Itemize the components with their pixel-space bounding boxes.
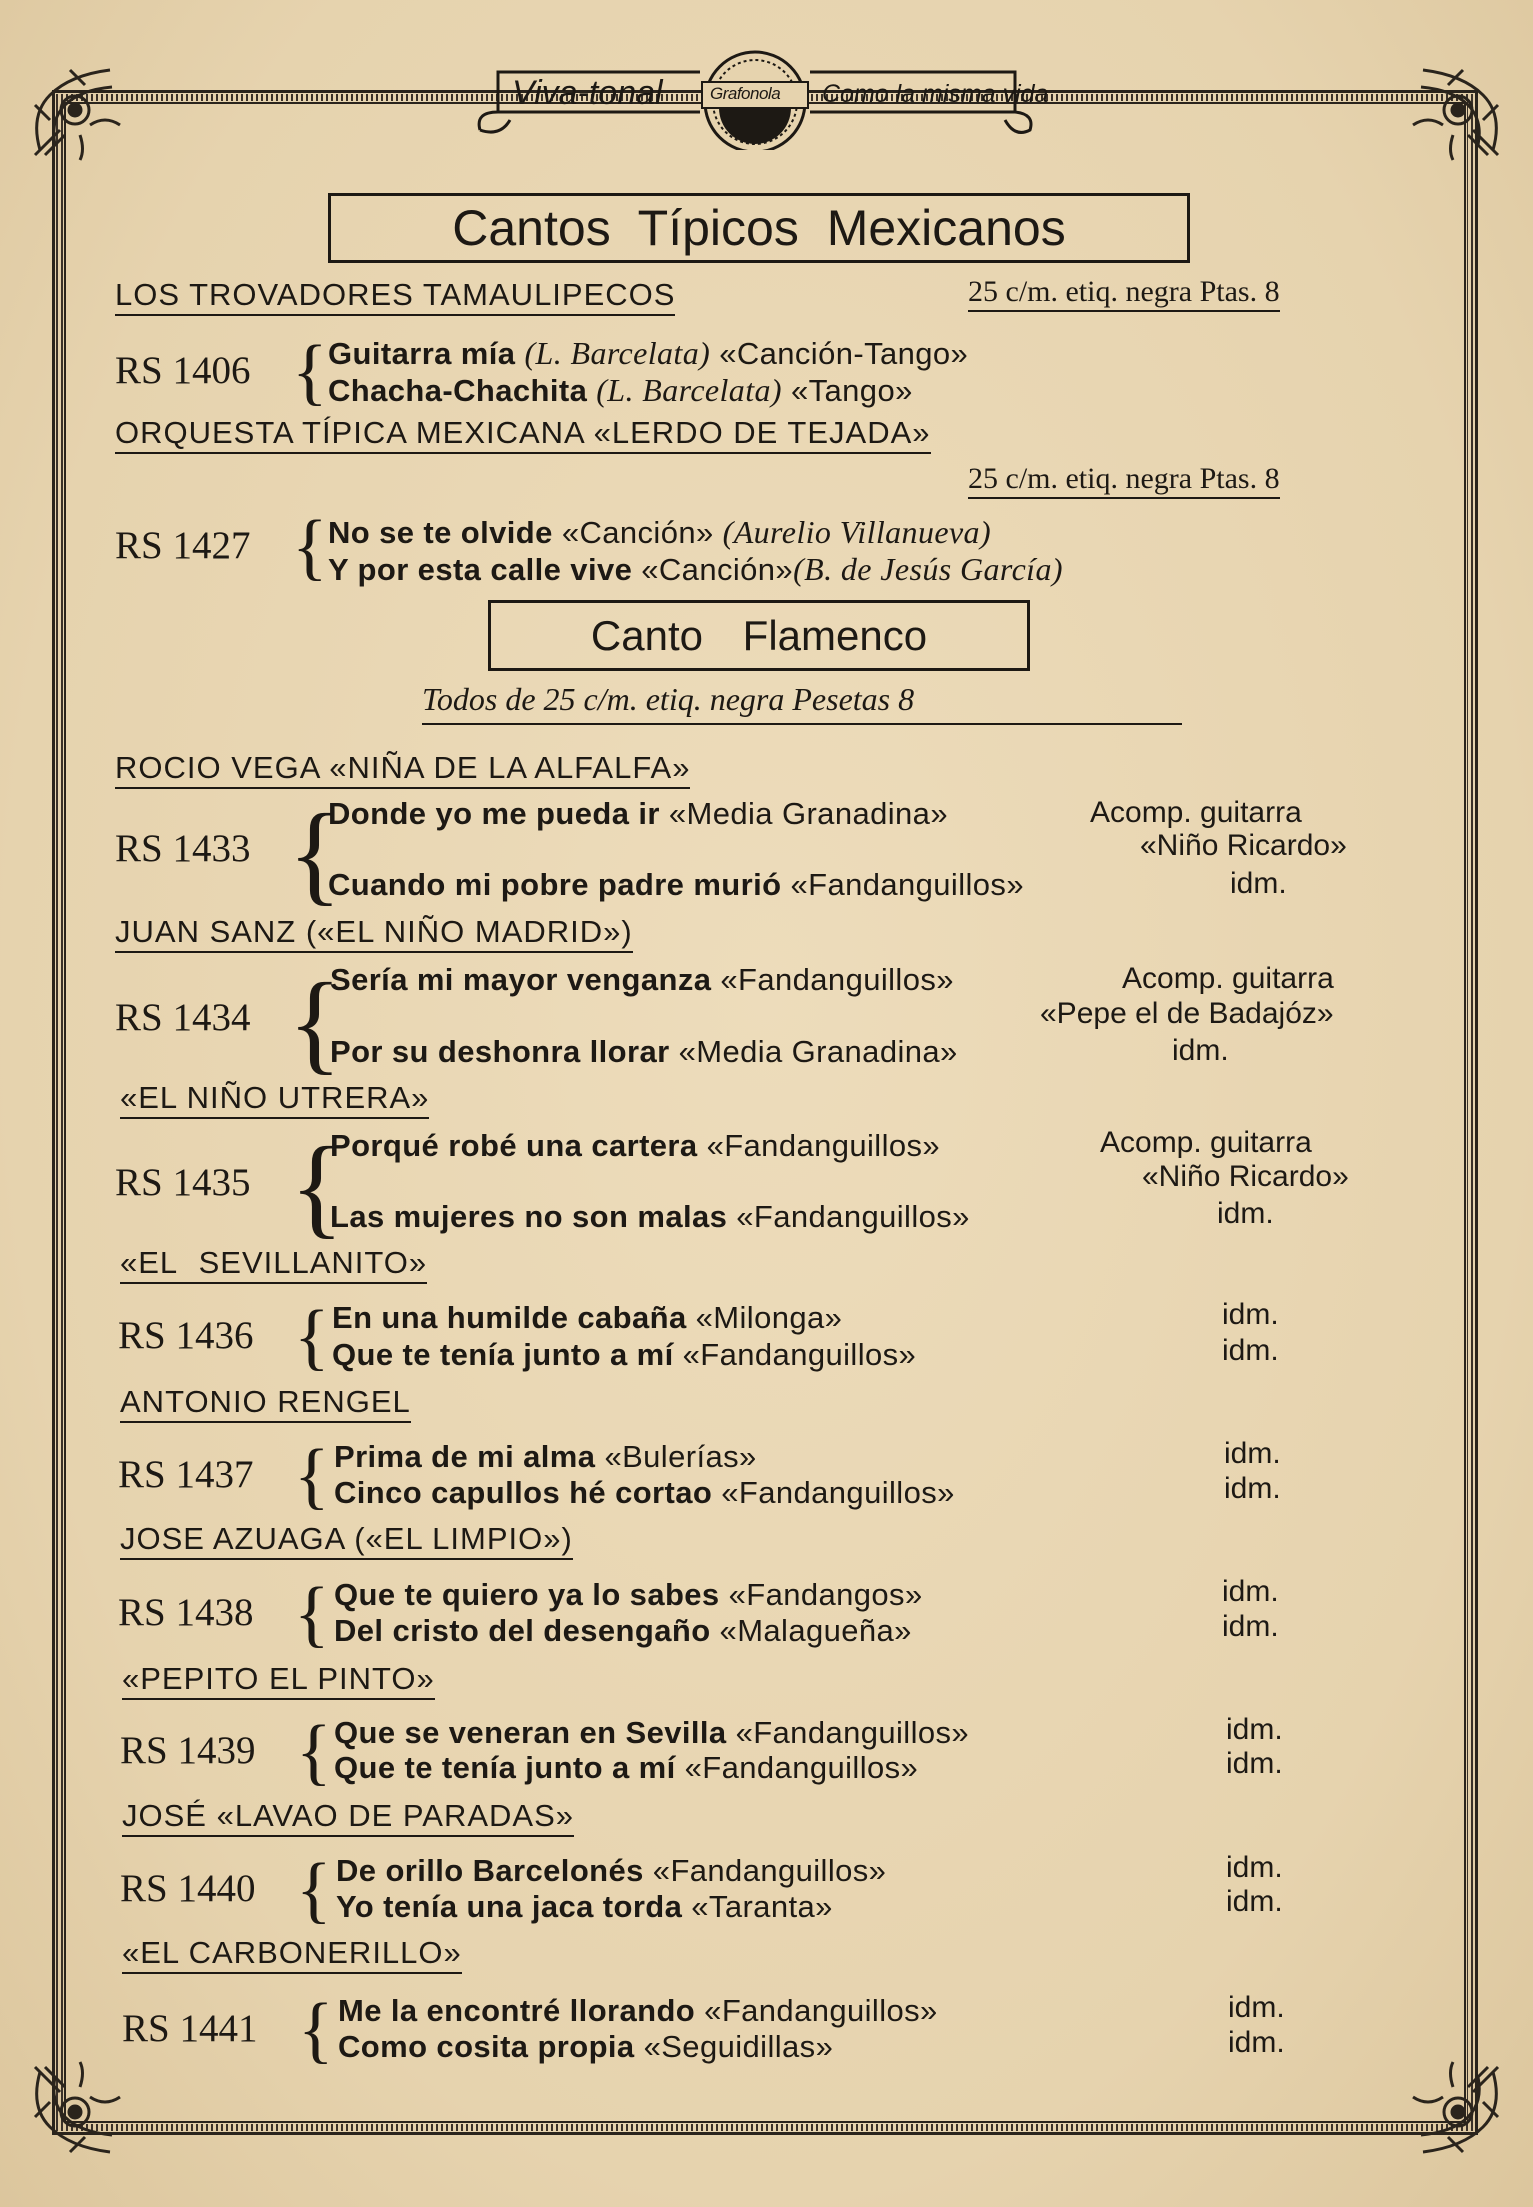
song-name: Que te tenía junto a mí — [334, 1750, 676, 1785]
song-name: Y por esta calle vive — [328, 552, 633, 587]
song-genre: «Tango» — [790, 373, 913, 408]
catalog-number: RS 1438 — [118, 1591, 254, 1634]
brace: { — [296, 1711, 332, 1793]
idem-mark: idm. — [1224, 1437, 1281, 1470]
song-name: Las mujeres no son malas — [330, 1199, 728, 1234]
song-title — [338, 2029, 833, 2065]
song-genre: «Malagueña» — [719, 1613, 912, 1648]
catalog-number: RS 1440 — [120, 1867, 256, 1910]
banner-right-text: Como la misma vida — [822, 80, 1049, 108]
song-name: Que te quiero ya lo sabes — [334, 1577, 720, 1612]
song-name: Chacha-Chachita — [328, 373, 588, 408]
song-title — [338, 1993, 938, 2029]
song-genre: «Fandanguillos» — [735, 1715, 970, 1750]
catalog-number: RS 1441 — [122, 2007, 258, 2050]
song-title — [328, 514, 991, 551]
song-genre: «Taranta» — [691, 1889, 833, 1924]
section-title-flamenco: Canto Flamenco — [488, 600, 1030, 671]
catalog-number: RS 1437 — [118, 1453, 254, 1496]
song-genre: «Fandanguillos» — [704, 1993, 938, 2028]
artist-heading: «PEPITO EL PINTO» — [122, 1661, 435, 1700]
price-label: 25 c/m. etiq. negra Ptas. 8 — [968, 275, 1280, 312]
song-genre: «Fandanguillos» — [721, 1475, 955, 1510]
song-author: (B. de Jesús García) — [793, 551, 1063, 587]
catalog-number: RS 1435 — [115, 1161, 251, 1204]
song-author: (Aurelio Villanueva) — [722, 514, 992, 550]
banner-brand: Grafonola — [710, 84, 781, 103]
idem-mark: idm. — [1217, 1197, 1274, 1230]
song-title — [334, 1613, 912, 1649]
brace: { — [290, 1125, 344, 1249]
artist-heading: JOSÉ «LAVAO DE PARADAS» — [122, 1798, 574, 1837]
song-genre: «Fandanguillos» — [682, 1337, 917, 1372]
song-name: Que te tenía junto a mí — [332, 1337, 674, 1372]
artist-heading: «EL SEVILLANITO» — [120, 1245, 427, 1284]
idem-mark: idm. — [1226, 1885, 1283, 1918]
artist-heading: «EL CARBONERILLO» — [122, 1935, 462, 1974]
idem-mark: idm. — [1222, 1298, 1279, 1331]
song-title — [334, 1750, 918, 1786]
artist-heading: LOS TROVADORES TAMAULIPECOS — [115, 277, 675, 316]
brace: { — [296, 1849, 332, 1931]
catalog-number: RS 1406 — [115, 349, 251, 392]
song-genre: «Fandanguillos» — [706, 1128, 941, 1163]
guitarist-name: «Niño Ricardo» — [1140, 829, 1347, 862]
section-subtitle: Todos de 25 c/m. etiq. negra Pesetas 8 — [422, 681, 915, 717]
song-name: Yo tenía una jaca torda — [336, 1889, 683, 1924]
brace: { — [288, 961, 342, 1085]
song-title — [334, 1439, 757, 1475]
song-genre: «Fandanguillos» — [684, 1750, 919, 1785]
brace: { — [292, 331, 328, 413]
song-title — [334, 1715, 969, 1751]
subtitle-underline — [422, 723, 1182, 725]
catalog-number: RS 1434 — [115, 996, 251, 1039]
song-genre: «Fandanguillos» — [790, 867, 1024, 902]
song-name: Prima de mi alma — [334, 1439, 596, 1474]
idem-mark: idm. — [1228, 2026, 1285, 2059]
song-genre: «Canción» — [561, 515, 714, 550]
artist-heading: JUAN SANZ («EL NIÑO MADRID») — [115, 914, 633, 953]
idem-mark: idm. — [1226, 1851, 1283, 1884]
idem-mark: idm. — [1222, 1575, 1279, 1608]
song-genre: «Fandanguillos» — [652, 1853, 887, 1888]
accompaniment-label: Acomp. guitarra — [1100, 1126, 1312, 1159]
song-title — [328, 372, 913, 409]
catalog-number: RS 1436 — [118, 1314, 254, 1357]
brace: { — [294, 1435, 330, 1517]
song-title — [336, 1889, 833, 1925]
idem-mark: idm. — [1228, 1991, 1285, 2024]
song-name: No se te olvide — [328, 515, 553, 550]
idem-mark: idm. — [1230, 867, 1287, 900]
song-title — [332, 1337, 916, 1373]
song-name: Guitarra mía — [328, 336, 516, 371]
song-genre: «Media Granadina» — [678, 1034, 958, 1069]
idem-mark: idm. — [1226, 1713, 1283, 1746]
song-title — [334, 1475, 955, 1511]
song-title — [330, 1128, 940, 1164]
idem-mark: idm. — [1222, 1610, 1279, 1643]
banner-left-text: Viva-tonal — [512, 74, 663, 112]
song-author: (L. Barcelata) — [596, 372, 782, 408]
artist-heading: ORQUESTA TÍPICA MEXICANA «LERDO DE TEJADA» — [115, 415, 931, 454]
accompaniment-label: Acomp. guitarra — [1122, 962, 1334, 995]
brace: { — [294, 1296, 330, 1378]
song-title — [330, 1199, 970, 1235]
song-genre: «Canción-Tango» — [719, 336, 969, 371]
guitarist-name: «Pepe el de Badajóz» — [1040, 997, 1334, 1030]
song-genre: «Fandanguillos» — [736, 1199, 970, 1234]
song-title — [332, 1300, 842, 1336]
song-title — [328, 335, 968, 372]
song-genre: «Media Granadina» — [668, 796, 948, 831]
song-title — [336, 1853, 886, 1889]
song-genre: «Seguidillas» — [643, 2029, 834, 2064]
song-name: Donde yo me pueda ir — [328, 796, 660, 831]
song-name: Como cosita propia — [338, 2029, 635, 2064]
artist-heading: JOSE AZUAGA («EL LIMPIO») — [120, 1521, 573, 1560]
idem-mark: idm. — [1224, 1472, 1281, 1505]
song-title — [328, 796, 948, 832]
brace: { — [298, 1989, 334, 2071]
artist-heading: ANTONIO RENGEL — [120, 1384, 411, 1423]
catalog-number: RS 1427 — [115, 524, 251, 567]
song-title — [334, 1577, 923, 1613]
brace: { — [288, 792, 342, 916]
song-name: Me la encontré llorando — [338, 1993, 696, 2028]
artist-heading: ROCIO VEGA «NIÑA DE LA ALFALFA» — [115, 750, 690, 789]
song-genre: «Canción» — [641, 552, 794, 587]
song-name: Sería mi mayor venganza — [330, 962, 712, 997]
idem-mark: idm. — [1172, 1034, 1229, 1067]
song-title — [330, 962, 954, 998]
section-title-mexicanos: Cantos Típicos Mexicanos — [328, 193, 1190, 263]
brace: { — [292, 506, 328, 588]
artist-heading: «EL NIÑO UTRERA» — [120, 1080, 429, 1119]
song-name: Que se veneran en Sevilla — [334, 1715, 727, 1750]
song-name: Porqué robé una cartera — [330, 1128, 698, 1163]
song-title — [328, 551, 1063, 588]
song-name: De orillo Barcelonés — [336, 1853, 644, 1888]
song-name: Por su deshonra llorar — [330, 1034, 670, 1069]
catalog-number: RS 1439 — [120, 1729, 256, 1772]
song-genre: «Fandanguillos» — [720, 962, 954, 997]
guitarist-name: «Niño Ricardo» — [1142, 1160, 1349, 1193]
song-author: (L. Barcelata) — [524, 335, 711, 371]
price-label: 25 c/m. etiq. negra Ptas. 8 — [968, 462, 1280, 499]
song-title — [330, 1034, 958, 1070]
song-genre: «Milonga» — [695, 1300, 843, 1335]
song-name: Cinco capullos hé cortao — [334, 1475, 713, 1510]
idem-mark: idm. — [1226, 1747, 1283, 1780]
song-genre: «Bulerías» — [604, 1439, 757, 1474]
brace: { — [294, 1573, 330, 1655]
accompaniment-label: Acomp. guitarra — [1090, 796, 1302, 829]
song-genre: «Fandangos» — [728, 1577, 923, 1612]
idem-mark: idm. — [1222, 1334, 1279, 1367]
catalog-number: RS 1433 — [115, 827, 251, 870]
song-name: En una humilde cabaña — [332, 1300, 687, 1335]
song-name: Del cristo del desengaño — [334, 1613, 711, 1648]
song-name: Cuando mi pobre padre murió — [328, 867, 782, 902]
song-title — [328, 867, 1024, 903]
